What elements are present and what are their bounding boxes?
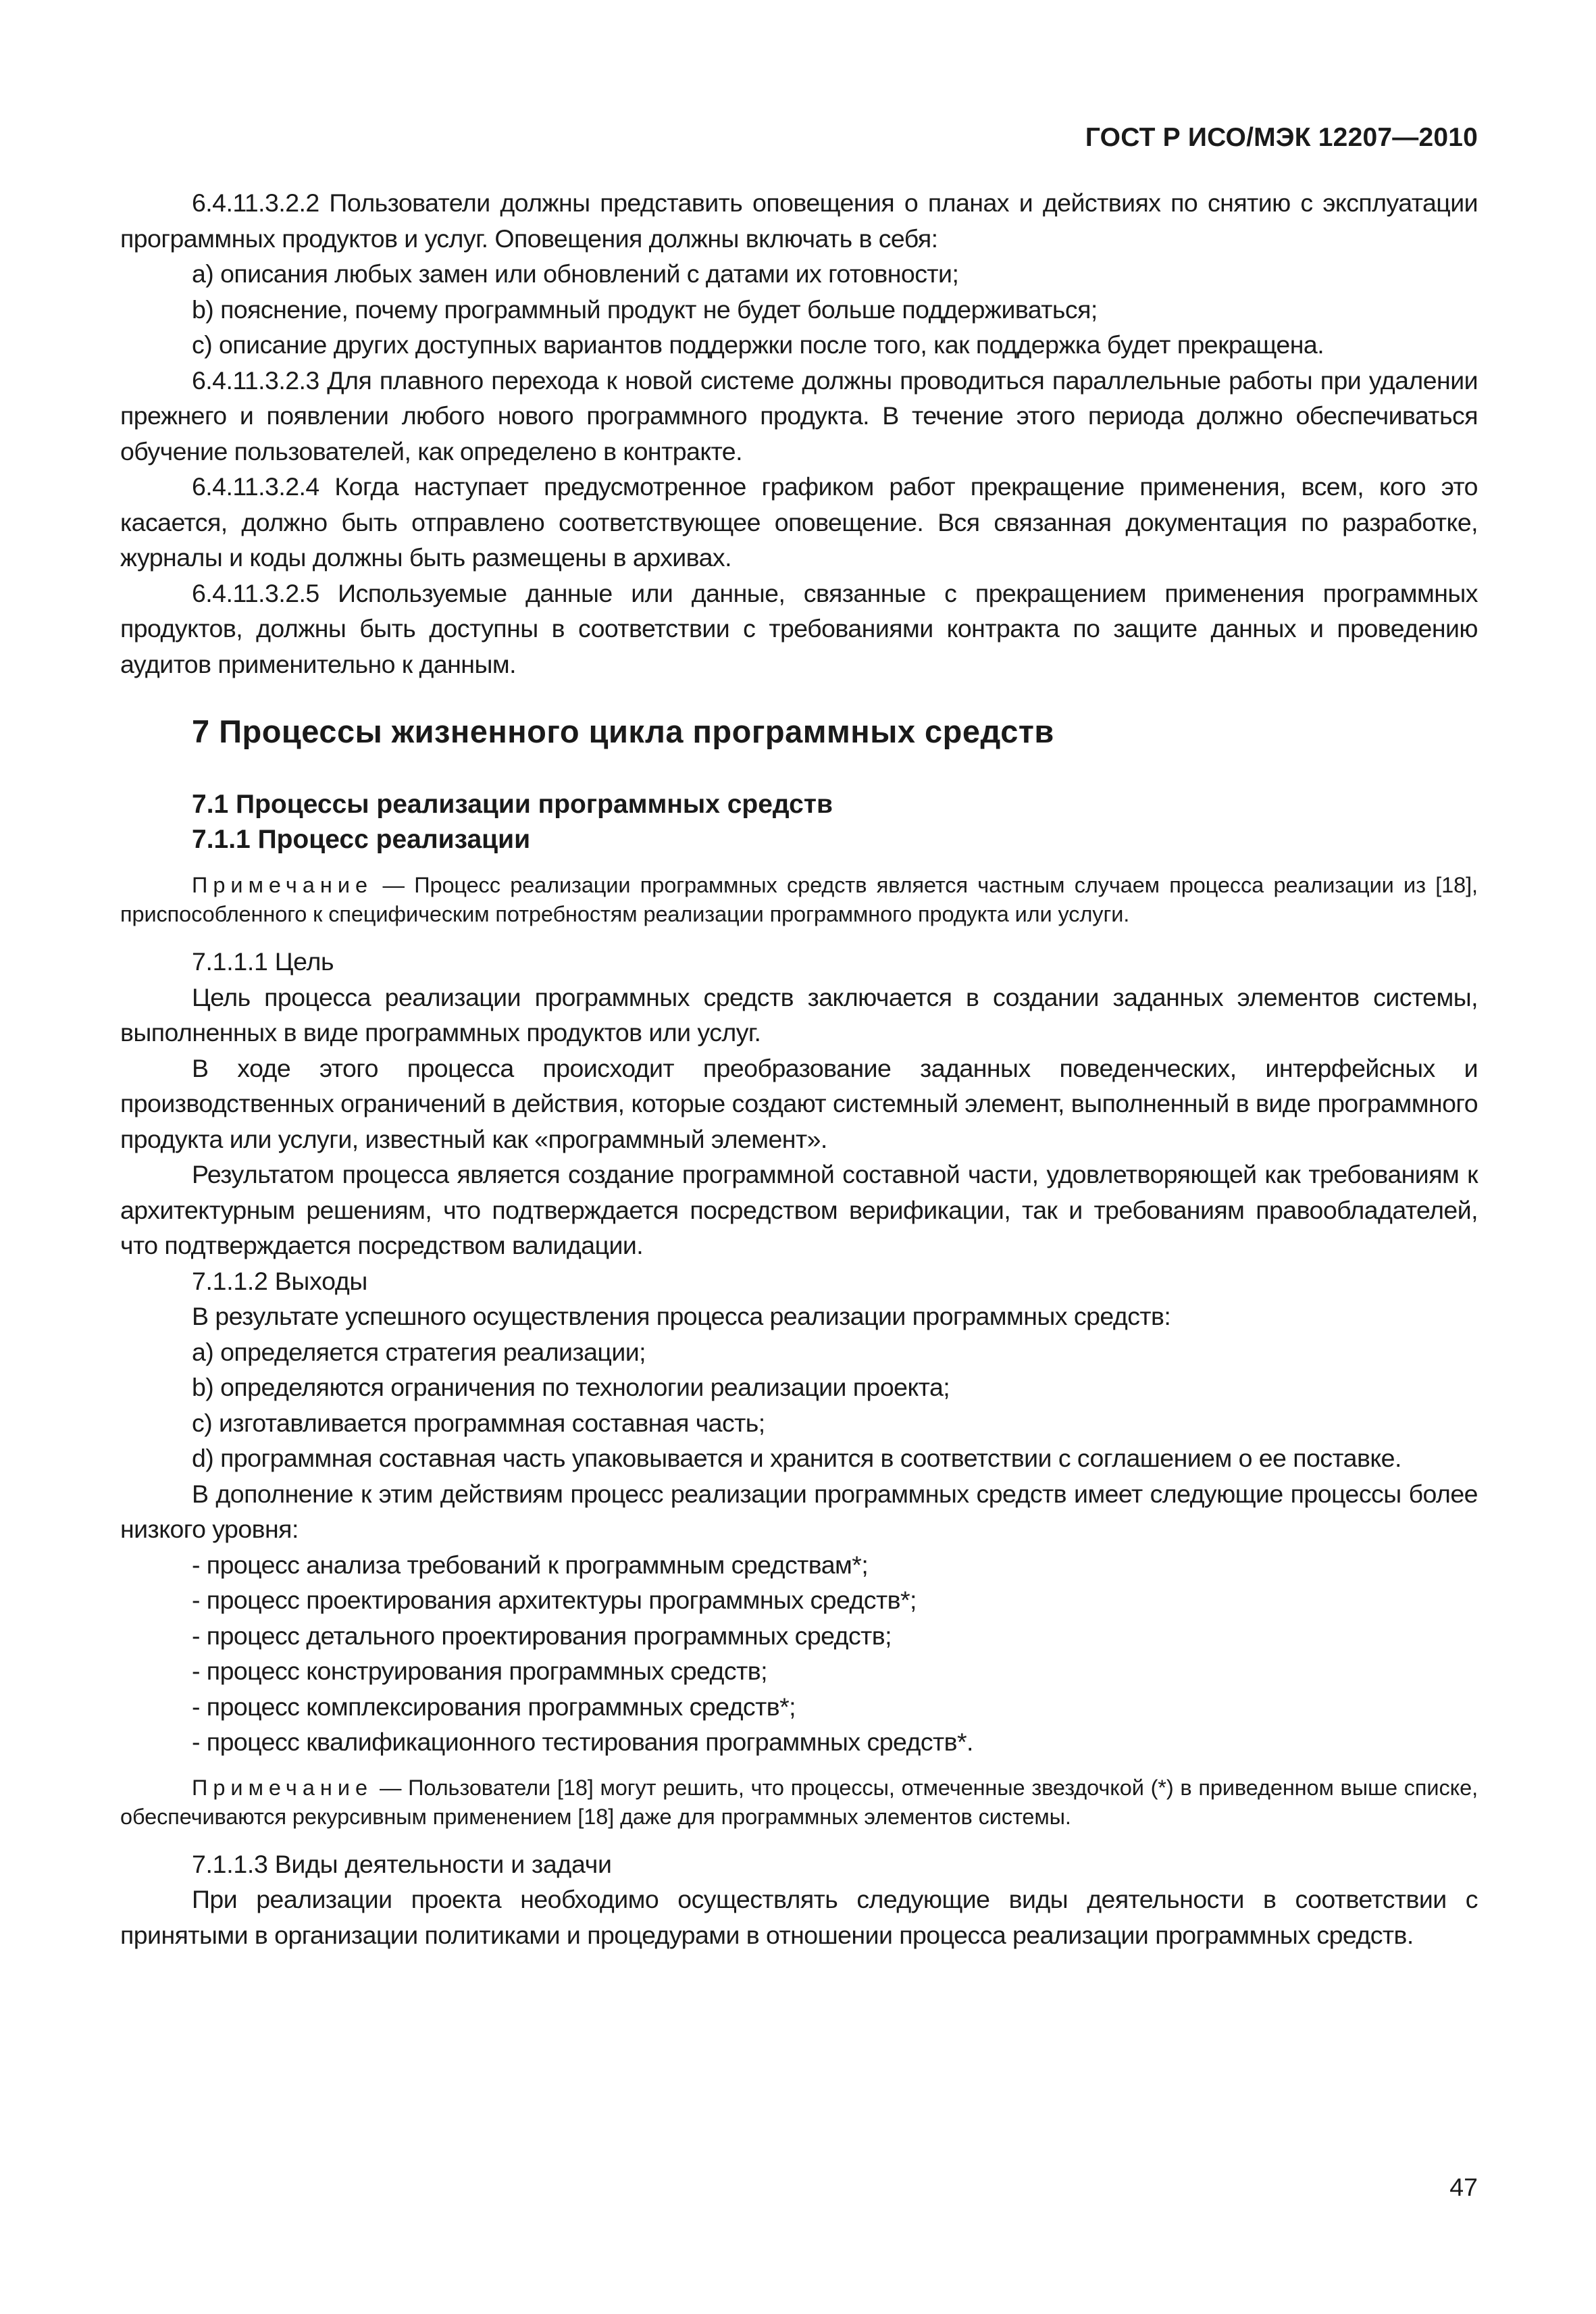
- outputs-item-d: d) программная составная часть упаковывается и хранится в соответствии с соглашением о ее поставке.: [192, 1444, 1401, 1472]
- clause-7-1-1-1-title: 7.1.1.1 Цель: [192, 947, 334, 976]
- lower-level-item-4: - процесс конструирования программных средств;: [192, 1657, 767, 1685]
- note-2: [120, 1774, 1478, 1832]
- page-number: 47: [1449, 2173, 1478, 2201]
- paragraph-6-4-11-3-2-2: 6.4.11.3.2.2 Пользователи должны представить оповещения о планах и действиях по снятию с эксплуатации программных продуктов и услуг. Оповещения должны включать в себя:: [120, 188, 1478, 253]
- subsection-7-1-title: 7.1 Процессы реализации программных средств: [192, 790, 833, 819]
- note-1: [120, 871, 1478, 929]
- lower-level-intro: В дополнение к этим действиям процесс реализации программных средств имеет следующие процессы более низкого уровня:: [120, 1479, 1478, 1543]
- subsection-7-1-1-title: 7.1.1 Процесс реализации: [192, 825, 531, 854]
- activities-paragraph: При реализации проекта необходимо осуществлять следующие виды деятельности в соответствии с принятыми в организации политиками и процедурами в отношении процесса реализации программных средств.: [120, 1885, 1478, 1949]
- clause-7-1-1-2-title: 7.1.1.2 Выходы: [192, 1266, 368, 1295]
- outputs-intro: В результате успешного осуществления процесса реализации программных средств:: [192, 1302, 1171, 1330]
- outputs-item-a: a) определяется стратегия реализации;: [192, 1337, 646, 1366]
- section-7-title: 7 Процессы жизненного цикла программных средств: [192, 713, 1054, 749]
- note-2-label: Примечание: [192, 1775, 374, 1800]
- outputs-item-c: c) изготавливается программная составная часть;: [192, 1408, 765, 1437]
- paragraph-6-4-11-3-2-4: 6.4.11.3.2.4 Когда наступает предусмотренное графиком работ прекращение применения, всем, кого это касается, должно быть отправлено соответствующее оповещение. Вся связанная документация по разработке, журналы и коды должны быть размещены в архивах.: [120, 472, 1478, 572]
- paragraph-6-4-11-3-2-5: 6.4.11.3.2.5 Используемые данные или данные, связанные с прекращением применения программных продуктов, должны быть доступны в соответствии с требованиями контракта по защите данных и проведению аудитов применительно к данным.: [120, 578, 1478, 678]
- purpose-paragraph-2: В ходе этого процесса происходит преобразование заданных поведенческих, интерфейсных и производственных ограничений в действия, которые создают системный элемент, выполненный в виде программного продукта или услуги, известный как «программный элемент».: [120, 1053, 1478, 1153]
- lower-level-item-3: - процесс детального проектирования программных средств;: [192, 1621, 892, 1650]
- clause-7-1-1-3-title: 7.1.1.3 Виды деятельности и задачи: [192, 1849, 612, 1878]
- purpose-paragraph-3: Результатом процесса является создание программной составной части, удовлетворяющей как требованиям к архитектурным решениям, что подтверждается посредством верификации, так и требованиям правообладателей, что подтверждается посредством валидации.: [120, 1160, 1478, 1259]
- note-1-text: — Процесс реализации программных средств является частным случаем процесса реализации из [18], приспособленного к специфическим потребностям реализации программного продукта или услуги.: [120, 873, 1478, 926]
- lower-level-item-2: - процесс проектирования архитектуры программных средств*;: [192, 1586, 917, 1614]
- outputs-item-b: b) определяются ограничения по технологии реализации проекта;: [192, 1373, 950, 1401]
- list-item-a: a) описания любых замен или обновлений с датами их готовности;: [192, 259, 959, 288]
- note-2-text: — Пользователи [18] могут решить, что процессы, отмеченные звездочкой (*) в приведенном выше списке, обеспечиваются рекурсивным применением [18] даже для программных элементов системы.: [120, 1775, 1478, 1829]
- note-1-label: Примечание: [192, 873, 374, 897]
- paragraph-6-4-11-3-2-3: 6.4.11.3.2.3 Для плавного перехода к новой системе должны проводиться параллельные работы при удалении прежнего и появлении любого нового программного продукта. В течение этого периода должно обеспечиваться обучение пользователей, как определено в контракте.: [120, 366, 1478, 466]
- list-item-b: b) пояснение, почему программный продукт не будет больше поддерживаться;: [192, 295, 1098, 324]
- document-page: [120, 108, 1478, 2270]
- lower-level-item-5: - процесс комплексирования программных средств*;: [192, 1692, 796, 1721]
- list-item-c: c) описание других доступных вариантов поддержки после того, как поддержка будет прекращена.: [192, 330, 1324, 359]
- lower-level-item-6: - процесс квалификационного тестирования программных средств*.: [192, 1728, 973, 1756]
- lower-level-item-1: - процесс анализа требований к программным средствам*;: [192, 1550, 869, 1579]
- purpose-paragraph-1: Цель процесса реализации программных средств заключается в создании заданных элементов системы, выполненных в виде программных продуктов или услуг.: [120, 982, 1478, 1047]
- standard-header: ГОСТ Р ИСО/МЭК 12207—2010: [1085, 123, 1478, 152]
